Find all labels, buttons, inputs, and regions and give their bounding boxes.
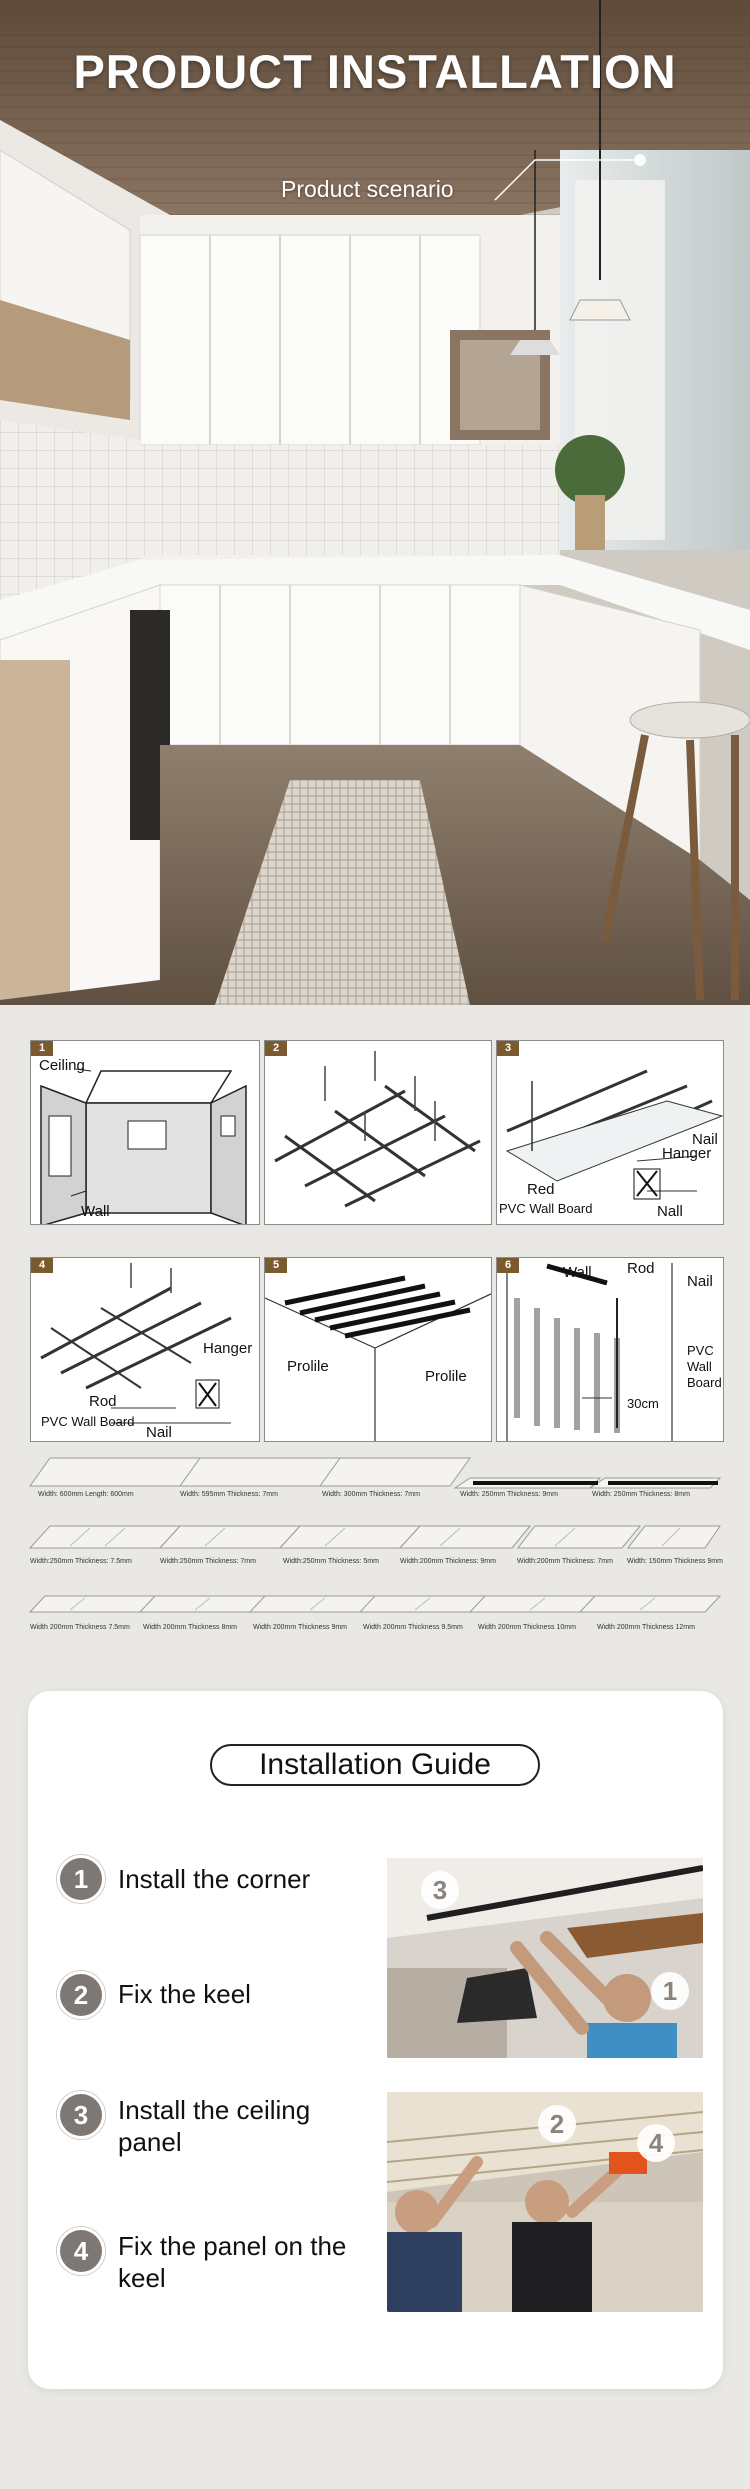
- step-badge: 1: [31, 1041, 53, 1056]
- diagram-step-1: [30, 1040, 260, 1225]
- step-number-3: 3: [60, 2094, 102, 2136]
- pvc-wall-board-label: PVC Wall Board: [41, 1414, 135, 1429]
- diagram-step-2: [264, 1040, 492, 1225]
- step-badge: 2: [265, 1041, 287, 1056]
- rod-label: Rod: [89, 1393, 117, 1410]
- panel-caption: Width: 150mm Thickness 9mm: [627, 1558, 723, 1565]
- step-text-4: Fix the panel on the keel: [118, 2231, 347, 2293]
- photo-marker-1: 1: [651, 1972, 689, 2010]
- hanger-label: Hanger: [662, 1145, 712, 1162]
- install-photo-2: [387, 2092, 703, 2312]
- wall-label: Wall: [81, 1203, 110, 1220]
- page-title: PRODUCT INSTALLATION: [73, 45, 677, 98]
- diagram-step-5: [264, 1257, 492, 1442]
- kitchen-illustration: [0, 0, 750, 1005]
- panel-caption: Width: 250mm Thickness: 9mm: [460, 1491, 558, 1498]
- rod-label: Rod: [627, 1260, 655, 1277]
- panel-caption: Width:250mm Thickness: 7.5mm: [30, 1558, 132, 1565]
- diagram-step-4: [30, 1257, 260, 1442]
- photo-marker-4: 4: [637, 2124, 675, 2162]
- panel-caption: Width: 595mm Thickness: 7mm: [180, 1491, 278, 1498]
- profile-label-right: Prolile: [425, 1368, 467, 1385]
- panel-caption: Width:250mm Thickness: 7mm: [160, 1558, 256, 1565]
- nail-label: Nail: [687, 1273, 713, 1290]
- photo-marker-3: 3: [421, 1871, 459, 1909]
- hanger-label: Hanger: [203, 1340, 253, 1357]
- profile-sketch: [265, 1258, 492, 1442]
- panel-caption: Width 200mm Thickness 12mm: [597, 1624, 695, 1631]
- panel-caption: Width: 300mm Thickness: 7mm: [322, 1491, 420, 1498]
- panel-caption: Width:250mm Thickness: 5mm: [283, 1558, 379, 1565]
- diagram-step-3: [496, 1040, 724, 1225]
- step-text-3: Install the ceiling panel: [118, 2095, 311, 2157]
- wall-label: Wall: [563, 1264, 592, 1281]
- panel-caption: Width: 250mm Thickness: 8mm: [592, 1491, 690, 1498]
- installation-guide-card: [28, 1691, 723, 2389]
- guide-title: Installation Guide: [210, 1744, 540, 1786]
- panel-caption: Width: 600mm Length: 600mm: [38, 1491, 134, 1498]
- step-number-2: 2: [60, 1974, 102, 2016]
- nail-label: Nail: [146, 1424, 172, 1441]
- step-text-2: Fix the keel: [118, 1979, 251, 2009]
- rod-label: Red: [527, 1181, 555, 1198]
- step-badge: 6: [497, 1258, 519, 1273]
- panel-caption: Width 200mm Thickness 9.5mm: [363, 1624, 463, 1631]
- ceiling-label: Ceiling: [39, 1057, 85, 1074]
- step-badge: 4: [31, 1258, 53, 1273]
- panel-caption: Width:200mm Thickness: 7mm: [517, 1558, 613, 1565]
- install-photo-1: [387, 1858, 703, 2058]
- step-number-1: 1: [60, 1858, 102, 1900]
- kitchen-scenario-image: [0, 0, 750, 1005]
- diagram-step-6: [496, 1257, 724, 1442]
- step-badge: 3: [497, 1041, 519, 1056]
- step-badge: 5: [265, 1258, 287, 1273]
- pvc-wall-board-label: PVC Wall Board: [499, 1201, 593, 1216]
- panel-caption: Width 200mm Thickness 9mm: [253, 1624, 348, 1631]
- wall-label-2: Wall: [687, 1359, 712, 1374]
- step-text-1: Install the corner: [118, 1864, 311, 1894]
- spacing-label: 30cm: [627, 1396, 659, 1411]
- board-label: Board: [687, 1375, 722, 1390]
- scenario-label: Product scenario: [281, 176, 454, 202]
- photo-marker-2: 2: [538, 2105, 576, 2143]
- panel-caption: Width 200mm Thickness 8mm: [143, 1624, 238, 1631]
- step-number-4: 4: [60, 2230, 102, 2272]
- keel-grid-sketch: [265, 1041, 492, 1225]
- profile-label-left: Prolile: [287, 1358, 329, 1375]
- nail-label-2: Nall: [657, 1203, 683, 1220]
- nail-label: Nail: [692, 1131, 718, 1148]
- pvc-label: PVC: [687, 1343, 714, 1358]
- panel-caption: Width:200mm Thickness: 9mm: [400, 1558, 496, 1565]
- panel-caption: Width 200mm Thickness 10mm: [478, 1624, 576, 1631]
- panel-caption: Width 200mm Thickness 7.5mm: [30, 1624, 130, 1631]
